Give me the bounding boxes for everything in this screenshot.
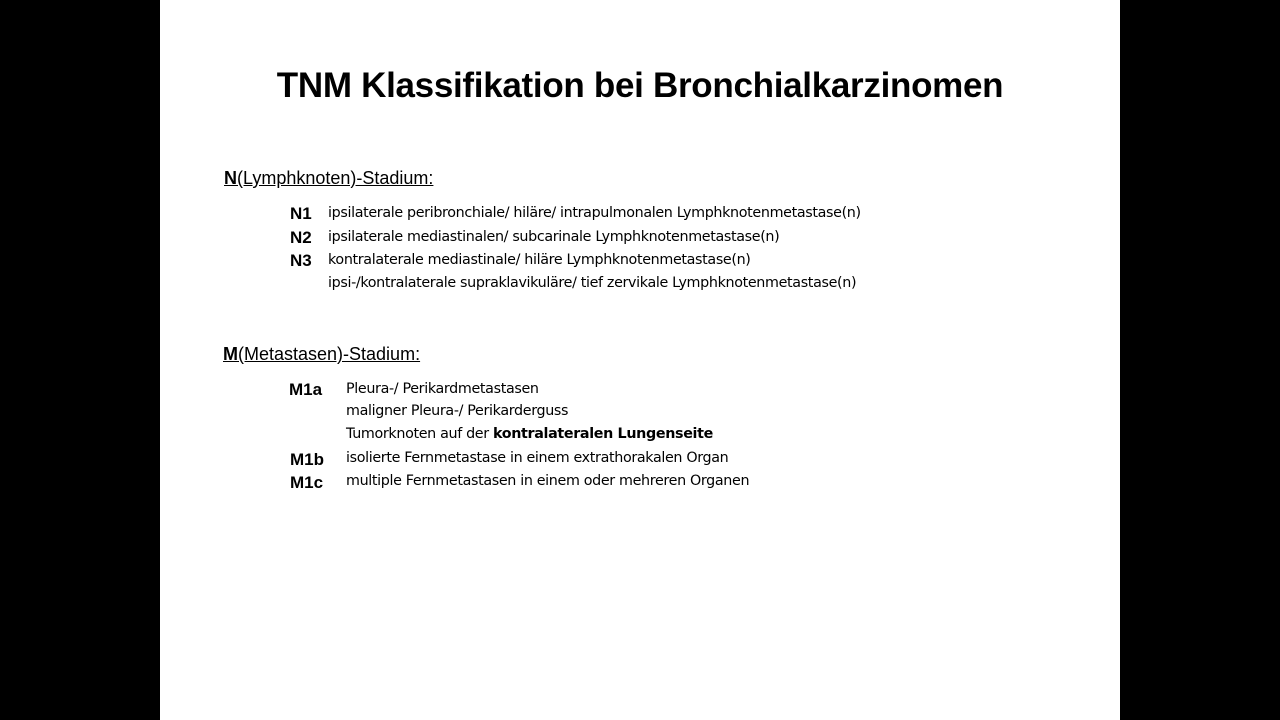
m1a-description-line-3 bbox=[346, 426, 713, 442]
n-stage-heading bbox=[224, 168, 433, 189]
m-stage-heading bbox=[223, 344, 420, 365]
slide-title: TNM Klassifikation bei Bronchialkarzinomen bbox=[276, 66, 1004, 105]
m1a-code: M1a bbox=[289, 380, 323, 399]
n3-description-line-2: ipsi-/kontralaterale supraklavikuläre/ tief zervikale Lymphknotenmetastase(n) bbox=[328, 275, 857, 291]
n1-description: ipsilaterale peribronchiale/ hiläre/ intrapulmonalen Lymphknotenmetastase(n) bbox=[328, 205, 861, 221]
n1-code: N1 bbox=[290, 204, 312, 223]
m1a-description-line-1: Pleura-/ Perikardmetastasen bbox=[346, 381, 539, 397]
m1a-line-3-emphasis: kontralateralen Lungenseite bbox=[492, 426, 713, 442]
m-heading-text: (Metastasen)-Stadium: bbox=[238, 344, 421, 364]
n3-description-line-1: kontralaterale mediastinale/ hiläre Lymphknotenmetastase(n) bbox=[328, 252, 751, 268]
m1b-description: isolierte Fernmetastase in einem extrathorakalen Organ bbox=[346, 450, 729, 466]
m1a-description-line-2: maligner Pleura-/ Perikarderguss bbox=[346, 403, 569, 419]
n-heading-letter: N bbox=[224, 168, 237, 188]
n-heading-text: (Lymphknoten)-Stadium: bbox=[237, 168, 434, 188]
m1b-code: M1b bbox=[290, 450, 324, 469]
slide bbox=[160, 0, 1120, 720]
m-heading-letter: M bbox=[223, 344, 238, 364]
m1c-code: M1c bbox=[290, 473, 324, 492]
n2-description: ipsilaterale mediastinalen/ subcarinale Lymphknotenmetastase(n) bbox=[328, 229, 780, 245]
n3-code: N3 bbox=[290, 251, 312, 270]
m1c-description: multiple Fernmetastasen in einem oder mehreren Organen bbox=[346, 473, 750, 489]
m1a-line-3-prefix: Tumorknoten auf der bbox=[346, 426, 493, 442]
n2-code: N2 bbox=[290, 228, 312, 247]
